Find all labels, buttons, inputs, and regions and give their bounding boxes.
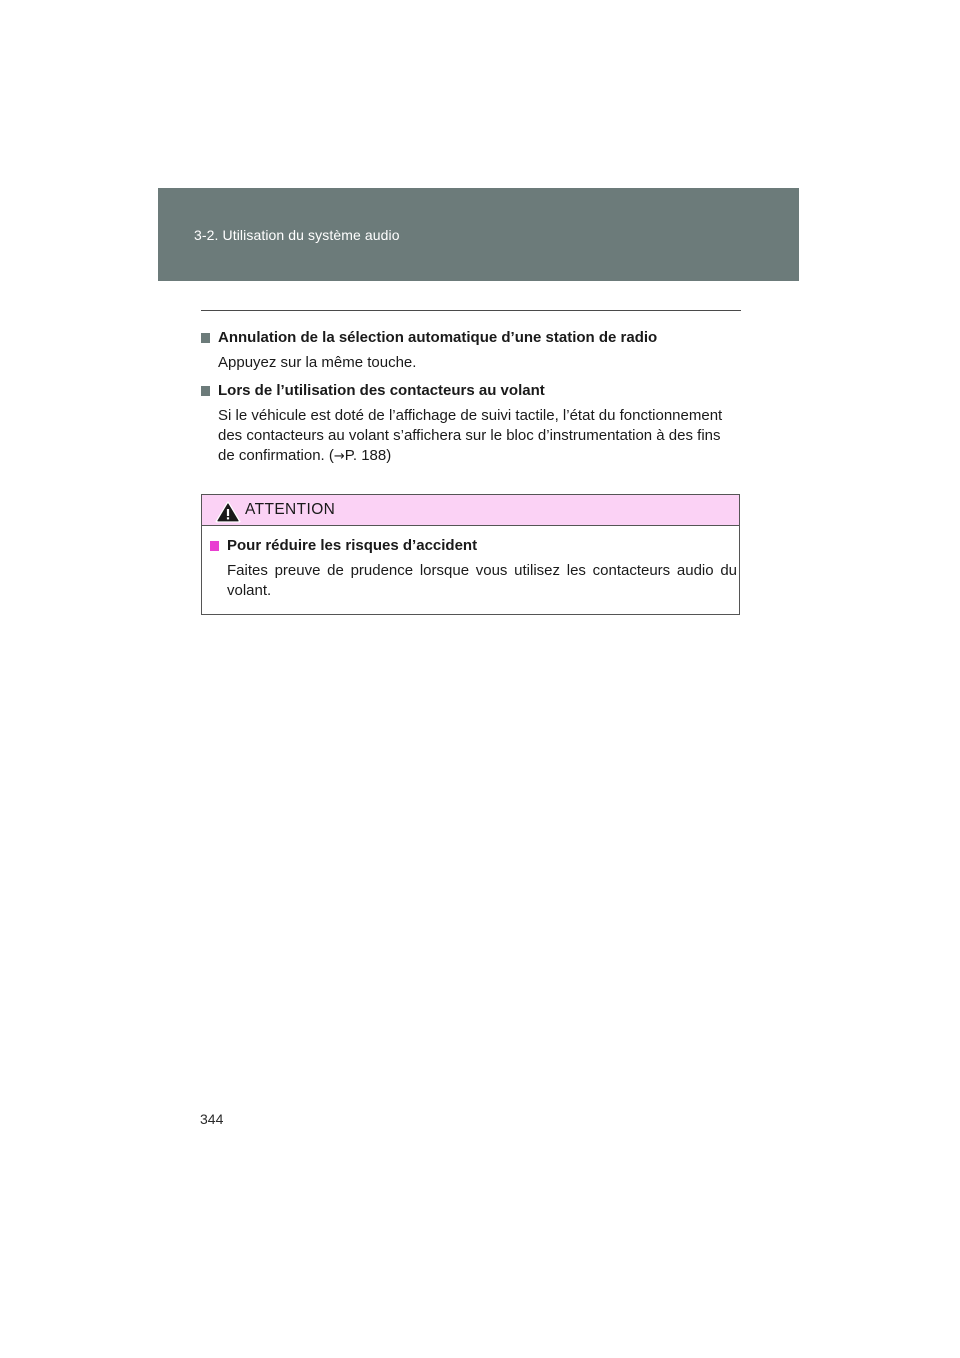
attention-content: [210, 536, 737, 609]
attention-box: [201, 494, 740, 615]
note-heading-cancel-auto-search: [201, 328, 741, 348]
attention-label: ATTENTION: [245, 501, 336, 518]
divider-rule: [201, 310, 741, 311]
attention-heading-text: Pour réduire les risques d’accident: [227, 537, 478, 554]
arrow-right-icon: →: [333, 449, 345, 464]
warning-triangle-icon: [215, 501, 241, 523]
square-bullet-icon: [201, 386, 210, 396]
attention-heading: [210, 536, 737, 556]
section-header-band: [158, 188, 799, 281]
page-number: 344: [200, 1111, 224, 1127]
note-heading-text: Lors de l’utilisation des contacteurs au volant: [218, 382, 545, 399]
page-reference-link[interactable]: P. 188: [344, 447, 387, 464]
note-text-close: ): [386, 447, 392, 464]
note-text-body: Si le véhicule est doté de l’affichage de suivi tactile, l’état du fonctionnement des contacteurs au volant s’affichera sur le bloc d’instrumentation à des fins de confirmation. (: [218, 407, 723, 464]
notes-block: [201, 328, 741, 475]
section-title: 3-2. Utilisation du système audio: [194, 227, 400, 243]
note-heading-steering-switches: [201, 381, 741, 401]
attention-text: Faites preuve de prudence lorsque vous utilisez les contacteurs audio du volant.: [227, 562, 737, 599]
note-text-steering-switches: [201, 406, 741, 467]
note-text-cancel-auto-search: Appuyez sur la même touche.: [218, 354, 417, 371]
note-heading-text: Annulation de la sélection automatique d’une station de radio: [218, 329, 658, 346]
square-bullet-icon: [201, 333, 210, 343]
square-bullet-icon: [210, 541, 219, 551]
attention-header: [202, 495, 739, 526]
